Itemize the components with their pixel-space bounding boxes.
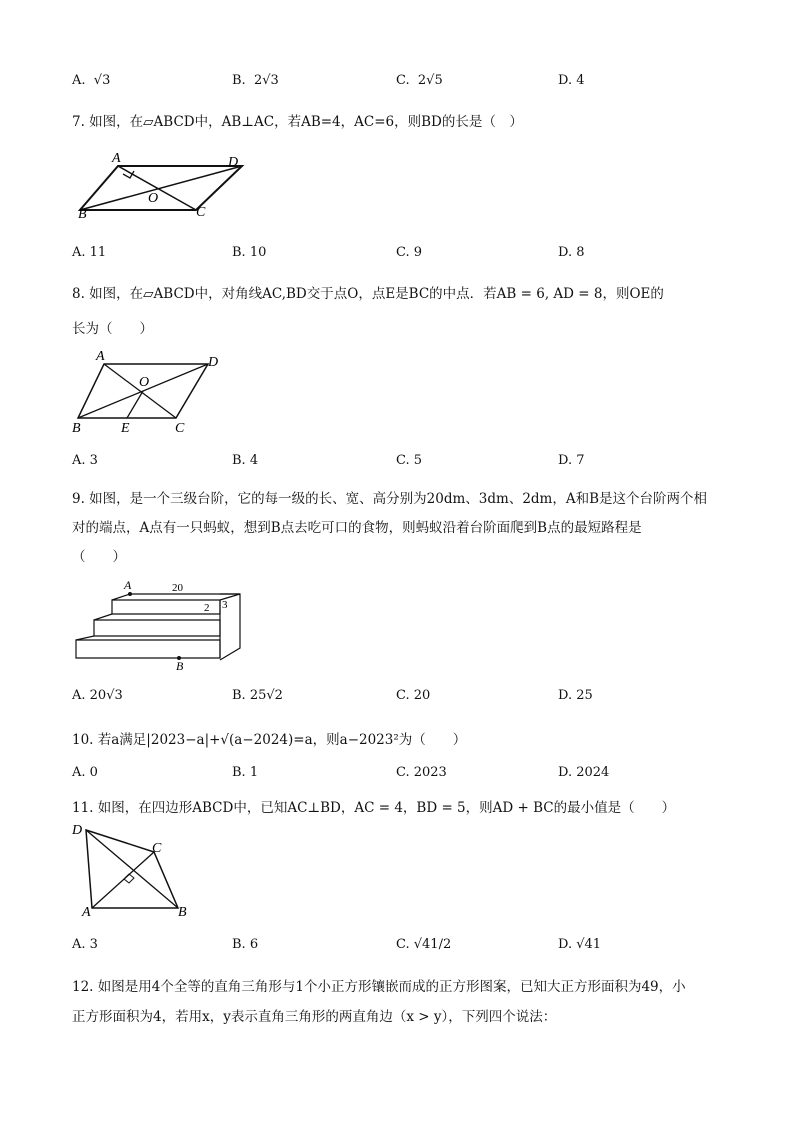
q6-option-a: A. √3 — [72, 73, 111, 88]
q8-label-o: O — [139, 375, 150, 390]
q11-label-b: B — [178, 905, 187, 920]
q7-figure — [72, 146, 272, 226]
q7-option-d: D. 8 — [558, 245, 585, 260]
q9-stem-line3: （ ） — [72, 549, 126, 565]
q8-option-a: A. 3 — [72, 453, 98, 468]
q9-label-width: 3 — [222, 599, 228, 611]
q11-figure — [68, 820, 198, 922]
q8-option-d: D. 7 — [558, 453, 585, 468]
q8-option-b: B. 4 — [232, 453, 259, 468]
q11-stem: 11. 如图，在四边形ABCD中，已知AC⊥BD，AC = 4，BD = 5，则AD + BC的最小值是（ ） — [72, 800, 676, 816]
q10-stem: 10. 若a满足|2023−a|+√(a−2024)=a，则a−2023²为（ ） — [72, 732, 467, 748]
q10-option-d: D. 2024 — [558, 765, 610, 780]
q7-label-b: B — [78, 207, 87, 222]
q11-option-c: C. √41/2 — [396, 937, 452, 952]
q11-option-a: A. 3 — [72, 937, 98, 952]
q6-option-c: C. 2√5 — [396, 73, 443, 88]
q12-stem-line1: 12. 如图是用4个全等的直角三角形与1个小正方形镶嵌而成的正方形图案，已知大正方形面积为49，小 — [72, 979, 686, 995]
q8-figure — [72, 348, 242, 436]
q9-stem-line2: 对的端点，A点有一只蚂蚁，想到B点去吃可口的食物，则蚂蚁沿着台阶面爬到B点的最短路程是 — [72, 520, 642, 536]
q9-option-c: C. 20 — [396, 688, 431, 703]
q7-label-a: A — [112, 151, 121, 166]
q7-option-c: C. 9 — [396, 245, 423, 260]
q8-stem-line2: 长为（ ） — [72, 321, 153, 337]
q11-label-d: D — [72, 823, 83, 838]
q7-label-o: O — [148, 191, 159, 206]
q9-figure — [72, 576, 252, 672]
q9-option-a: A. 20√3 — [72, 688, 123, 703]
q6-option-b: B. 2√3 — [232, 73, 279, 88]
q7-stem: 7. 如图，在▱ABCD中，AB⊥AC，若AB=4，AC=6，则BD的长是（ ） — [72, 114, 523, 130]
q8-option-c: C. 5 — [396, 453, 423, 468]
q8-label-d: D — [208, 355, 219, 370]
q11-option-b: B. 6 — [232, 937, 259, 952]
q12-stem-line2: 正方形面积为4，若用x，y表示直角三角形的两直角边（x > y），下列四个说法： — [72, 1009, 557, 1025]
q7-option-b: B. 10 — [232, 245, 267, 260]
q11-label-a: A — [82, 905, 91, 920]
q9-option-b: B. 25√2 — [232, 688, 283, 703]
q9-label-height: 2 — [204, 602, 210, 614]
q9-label-length: 20 — [172, 582, 183, 594]
q8-label-c: C — [175, 421, 185, 436]
q11-label-c: C — [152, 841, 162, 856]
q8-stem-line1: 8. 如图，在▱ABCD中，对角线AC,BD交于点O，点E是BC的中点．若AB = 6, AD = 8，则OE的 — [72, 286, 664, 302]
q9-option-d: D. 25 — [558, 688, 593, 703]
q7-label-c: C — [196, 205, 206, 220]
q8-label-b: B — [72, 421, 81, 436]
q7-label-d: D — [228, 155, 239, 170]
q8-label-a: A — [96, 349, 105, 364]
q9-label-a: A — [124, 578, 132, 592]
q6-option-d: D. 4 — [558, 73, 585, 88]
q10-option-c: C. 2023 — [396, 765, 447, 780]
q10-option-b: B. 1 — [232, 765, 259, 780]
q11-option-d: D. √41 — [558, 937, 602, 952]
q9-label-b: B — [176, 659, 184, 672]
q10-option-a: A. 0 — [72, 765, 98, 780]
q7-option-a: A. 11 — [72, 245, 107, 260]
q9-stem-line1: 9. 如图，是一个三级台阶，它的每一级的长、宽、高分别为20dm、3dm、2dm，A和B是这个台阶两个相 — [72, 491, 708, 507]
q8-label-e: E — [121, 421, 130, 436]
